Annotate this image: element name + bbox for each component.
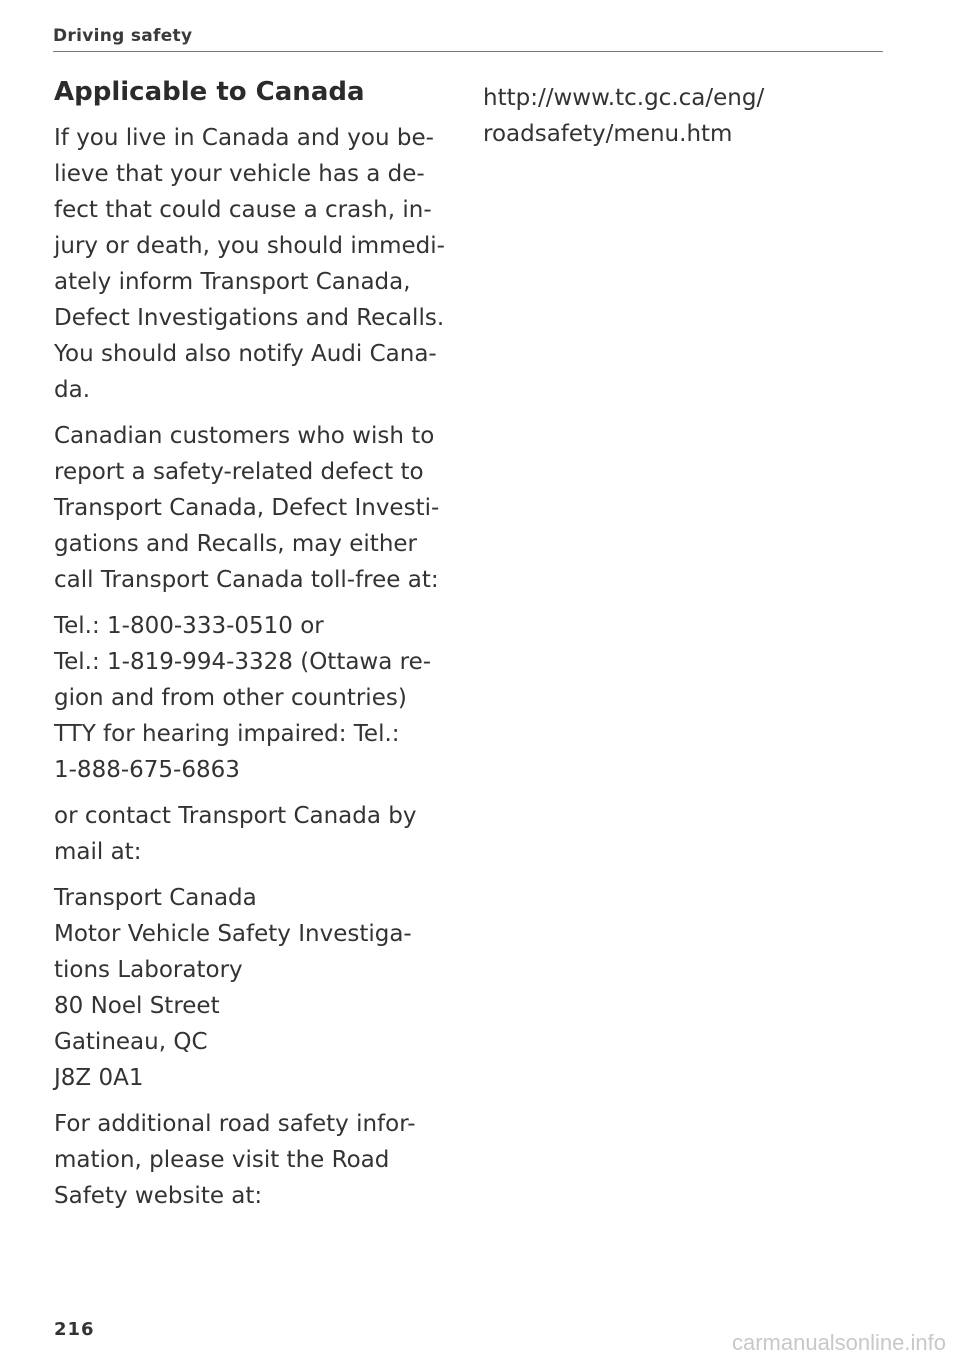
text-line: ately inform Transport Canada, xyxy=(54,269,411,295)
text-line: 1-888-675-6863 xyxy=(54,757,240,783)
website-url-line: http://www.tc.gc.ca/eng/ xyxy=(483,85,765,111)
text-line: fect that could cause a crash, in- xyxy=(54,197,432,223)
paragraph-intro xyxy=(54,120,474,408)
right-column xyxy=(483,80,903,152)
watermark: carmanualsonline.info xyxy=(731,1330,946,1355)
paragraph-phone-numbers xyxy=(54,608,474,788)
page-heading: Applicable to Canada xyxy=(54,77,365,107)
text-line: Tel.: 1-819-994-3328 (Ottawa re- xyxy=(54,649,432,675)
text-line: gion and from other countries) xyxy=(54,685,407,711)
text-line: mation, please visit the Road xyxy=(54,1147,390,1173)
text-line: gations and Recalls, may either xyxy=(54,531,418,557)
text-line: For additional road safety infor- xyxy=(54,1111,416,1137)
text-line: Defect Investigations and Recalls. xyxy=(54,305,445,331)
paragraph-mail xyxy=(54,798,474,870)
text-line: You should also notify Audi Cana- xyxy=(54,341,437,367)
text-line: If you live in Canada and you be- xyxy=(54,125,434,151)
text-line: TTY for hearing impaired: Tel.: xyxy=(54,721,400,747)
left-column xyxy=(54,74,474,1224)
text-line: report a safety-related defect to xyxy=(54,459,424,485)
website-url-line: roadsafety/menu.htm xyxy=(483,121,733,147)
text-line: lieve that your vehicle has a de- xyxy=(54,161,425,187)
text-line: Transport Canada, Defect Investi- xyxy=(54,495,440,521)
page-number: 216 xyxy=(54,1319,95,1340)
mailing-address xyxy=(54,880,474,1096)
text-line: Safety website at: xyxy=(54,1183,263,1209)
text-line: jury or death, you should immedi- xyxy=(54,233,445,259)
header-divider xyxy=(53,51,883,52)
paragraph-customers xyxy=(54,418,474,598)
address-line: J8Z 0A1 xyxy=(54,1065,144,1091)
text-line: Canadian customers who wish to xyxy=(54,423,435,449)
text-line: or contact Transport Canada by xyxy=(54,803,417,829)
section-header: Driving safety xyxy=(53,26,193,46)
address-line: Transport Canada xyxy=(54,885,257,911)
address-line: tions Laboratory xyxy=(54,957,243,983)
address-line: Motor Vehicle Safety Investiga- xyxy=(54,921,412,947)
paragraph-road-safety xyxy=(54,1106,474,1214)
text-line: Tel.: 1-800-333-0510 or xyxy=(54,613,324,639)
text-line: mail at: xyxy=(54,839,142,865)
text-line: da. xyxy=(54,377,91,403)
address-line: 80 Noel Street xyxy=(54,993,220,1019)
address-line: Gatineau, QC xyxy=(54,1029,208,1055)
text-line: call Transport Canada toll-free at: xyxy=(54,567,439,593)
